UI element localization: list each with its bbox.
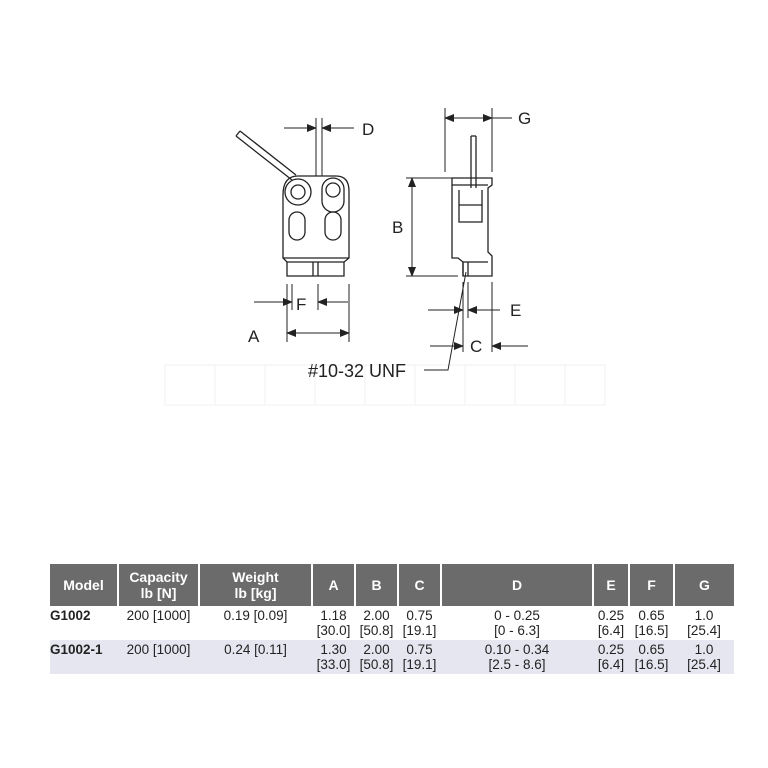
cell-d: 0 - 0.25 [0 - 6.3] bbox=[441, 606, 593, 640]
col-header-f: F bbox=[629, 564, 674, 606]
label-a: A bbox=[248, 327, 260, 346]
cell-f: 0.65 [16.5] bbox=[629, 640, 674, 674]
cell-c: 0.75 [19.1] bbox=[398, 606, 441, 640]
label-g: G bbox=[518, 109, 532, 128]
label-e: E bbox=[510, 301, 522, 320]
cell-g: 1.0 [25.4] bbox=[674, 640, 734, 674]
cell-capacity: 200 [1000] bbox=[118, 606, 199, 640]
front-view bbox=[236, 131, 349, 276]
label-f: F bbox=[296, 295, 307, 314]
cell-a: 1.30 [33.0] bbox=[312, 640, 355, 674]
col-header-capacity: Capacity lb [N] bbox=[118, 564, 199, 606]
lever-rod bbox=[236, 136, 292, 180]
label-b: B bbox=[392, 218, 404, 237]
cell-b: 2.00 [50.8] bbox=[355, 640, 398, 674]
side-body bbox=[452, 178, 492, 276]
cell-f: 0.65 [16.5] bbox=[629, 606, 674, 640]
cell-c: 0.75 [19.1] bbox=[398, 640, 441, 674]
label-d: D bbox=[362, 120, 375, 139]
cell-model: G1002-1 bbox=[50, 640, 118, 674]
side-dimensions bbox=[406, 108, 528, 370]
col-header-c: C bbox=[398, 564, 441, 606]
col-header-g: G bbox=[674, 564, 734, 606]
col-header-model: Model bbox=[50, 564, 118, 606]
table-row bbox=[50, 606, 734, 640]
cell-b: 2.00 [50.8] bbox=[355, 606, 398, 640]
left-pin bbox=[285, 179, 311, 205]
cell-e: 0.25 [6.4] bbox=[593, 640, 629, 674]
cell-model: G1002 bbox=[50, 606, 118, 640]
clevis-body bbox=[283, 176, 349, 276]
cell-g: 1.0 [25.4] bbox=[674, 606, 734, 640]
left-lower-slot bbox=[289, 212, 305, 240]
side-view bbox=[452, 136, 492, 276]
col-header-d: D bbox=[441, 564, 593, 606]
cell-d: 0.10 - 0.34 [2.5 - 8.6] bbox=[441, 640, 593, 674]
cell-a: 1.18 [30.0] bbox=[312, 606, 355, 640]
label-c: C bbox=[470, 337, 483, 356]
cell-weight: 0.24 [0.11] bbox=[199, 640, 312, 674]
col-header-b: B bbox=[355, 564, 398, 606]
cell-e: 0.25 [6.4] bbox=[593, 606, 629, 640]
spec-table bbox=[50, 564, 734, 674]
thread-callout: #10-32 UNF bbox=[308, 361, 407, 381]
cell-weight: 0.19 [0.09] bbox=[199, 606, 312, 640]
col-header-weight: Weight lb [kg] bbox=[199, 564, 312, 606]
table-header-row bbox=[50, 564, 734, 606]
col-header-a: A bbox=[312, 564, 355, 606]
col-header-e: E bbox=[593, 564, 629, 606]
right-lower-slot bbox=[325, 212, 341, 240]
table-row bbox=[50, 640, 734, 674]
cell-capacity: 200 [1000] bbox=[118, 640, 199, 674]
